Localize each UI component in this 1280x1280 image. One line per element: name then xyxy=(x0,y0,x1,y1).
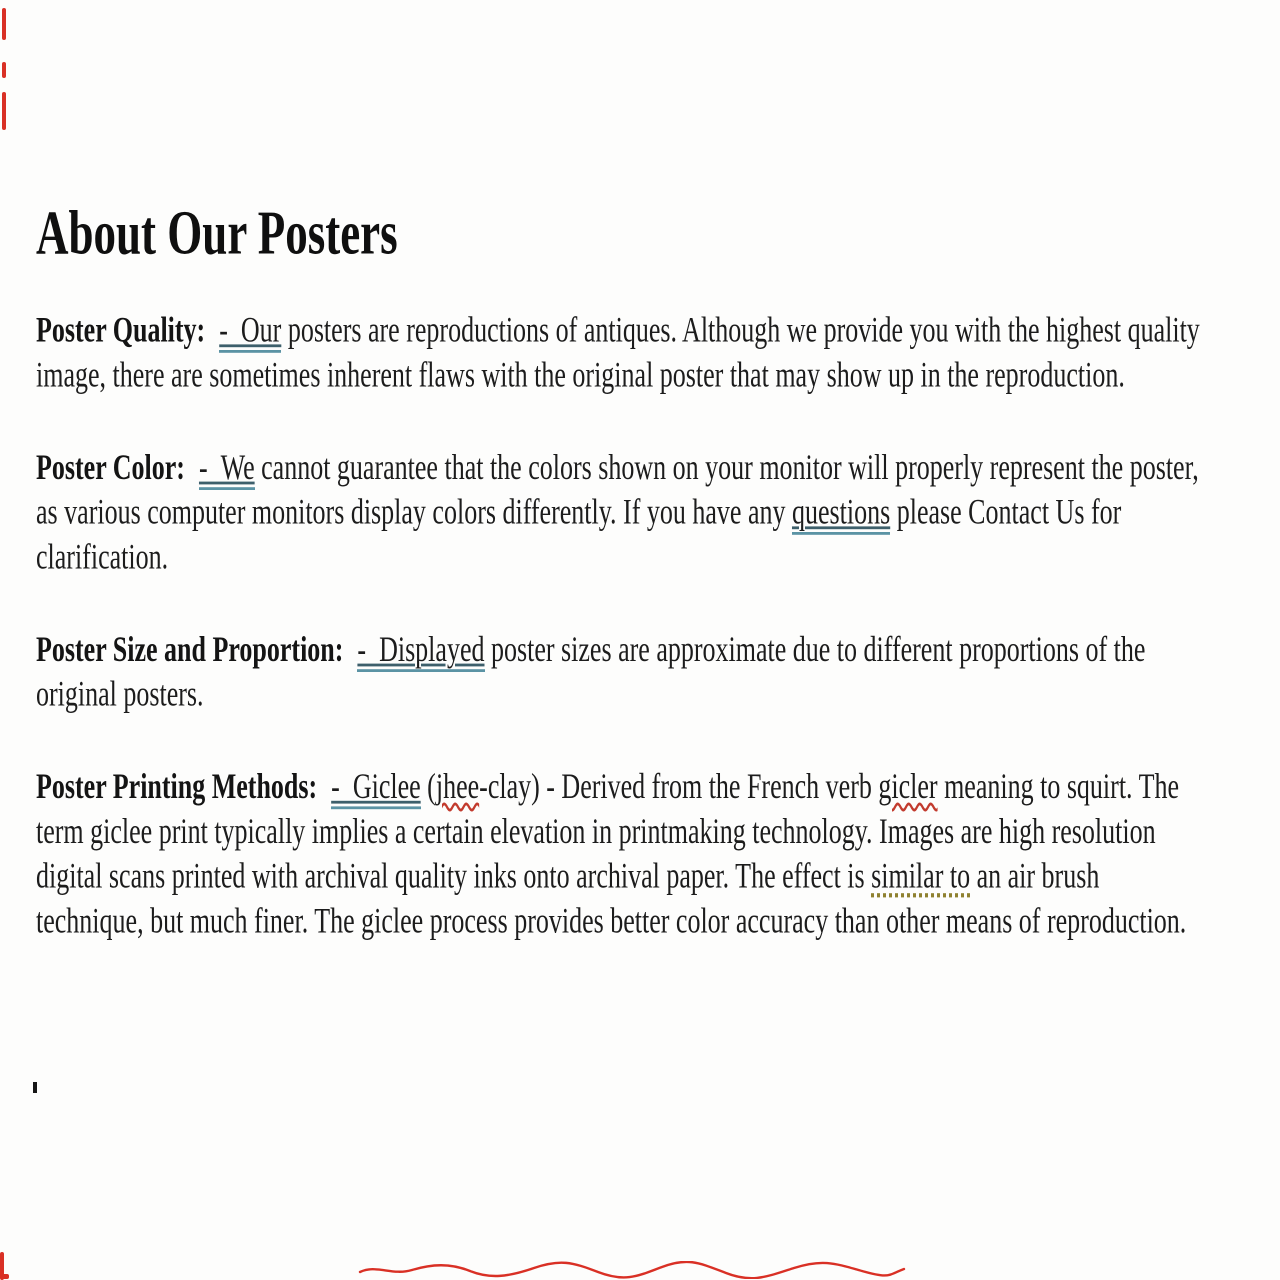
body-text: please Contact Us for clarification. xyxy=(36,491,1122,577)
body-text: ( xyxy=(420,765,436,807)
spellcheck-word-jhee: jhee xyxy=(435,765,480,807)
body-text: poster sizes are approximate due to different proportions of the original posters. xyxy=(36,628,1146,714)
red-edge-mark xyxy=(2,8,6,40)
underlined-word-questions: questions xyxy=(792,491,890,534)
red-edge-mark xyxy=(2,62,6,78)
section-heading-size: Poster Size and Proportion: xyxy=(36,628,344,670)
body-text: an air brush technique, but much finer. The giclee process provides better color accuracy than other means of reproduction. xyxy=(36,855,1187,941)
red-scribble-path xyxy=(360,1262,904,1278)
red-edge-mark xyxy=(2,92,6,130)
policy-paragraph-printing xyxy=(36,764,1208,943)
section-heading-printing: Poster Printing Methods: xyxy=(36,765,318,807)
policy-paragraph-quality xyxy=(36,308,1208,398)
policy-paragraph-size xyxy=(36,627,1208,717)
body-text: meaning to squirt. The term giclee print typically implies a certain elevation in printmaking technology. Images are high resolution digital scans printed with archival quality inks onto archival paper. The effect is xyxy=(36,765,1179,896)
section-heading-quality: Poster Quality: xyxy=(36,309,206,350)
document-body xyxy=(0,308,1280,944)
text-cursor-artifact xyxy=(33,1082,37,1093)
grammar-phrase-similar-to: similar to xyxy=(871,855,971,896)
policy-paragraph-color xyxy=(36,445,1208,579)
body-text: cannot guarantee that the colors shown on your monitor will properly represent the poster, as various computer monitors display colors differently. If you have any xyxy=(36,446,1199,532)
red-corner-mark xyxy=(0,1274,9,1279)
dash-link-our: - Our xyxy=(219,309,281,352)
spellcheck-word-gicler: gicler xyxy=(878,765,938,807)
dash-link-displayed: - Displayed xyxy=(357,629,484,672)
page-title: About Our Posters xyxy=(36,197,398,268)
dash-link-we: - We xyxy=(199,447,255,490)
dash-link-giclee: - Giclee xyxy=(331,766,421,809)
red-scribble-mark xyxy=(358,1261,906,1279)
body-text: posters are reproductions of antiques. Although we provide you with the highest quality image, there are sometimes inherent flaws with the original poster that may show up in the reproduction. xyxy=(36,309,1200,395)
section-heading-color: Poster Color: xyxy=(36,446,185,488)
body-text: -clay) - Derived from the French verb xyxy=(479,765,879,807)
